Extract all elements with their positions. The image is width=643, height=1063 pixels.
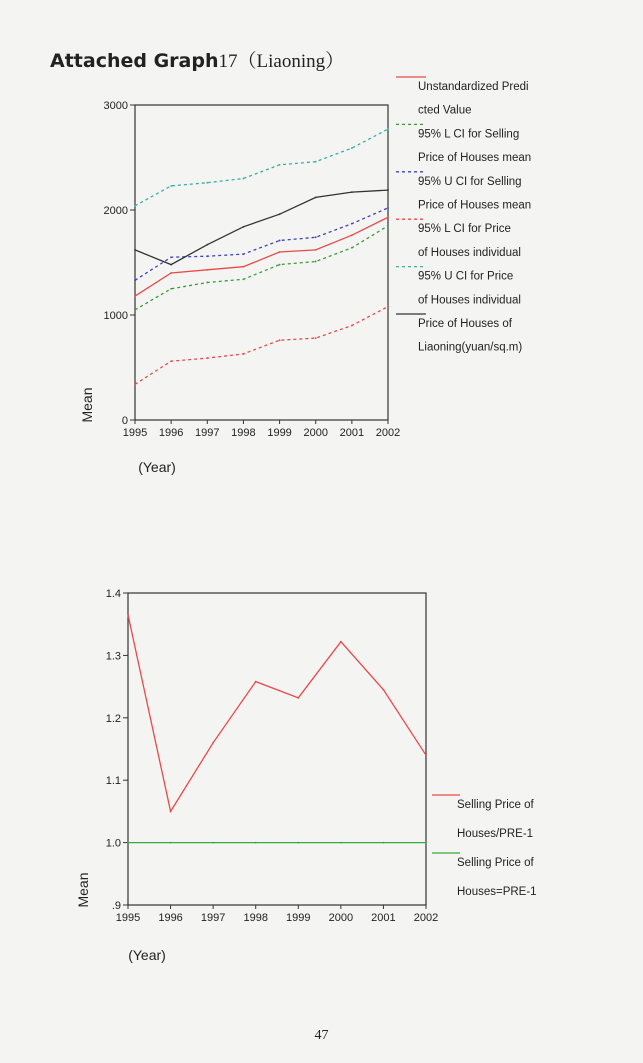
legend-label: of Houses individual <box>418 246 521 259</box>
data-point <box>279 213 281 215</box>
x-axis-label: (Year) <box>138 459 176 475</box>
data-point <box>387 306 389 308</box>
data-point <box>351 247 353 249</box>
page-title <box>50 46 344 73</box>
data-point <box>212 842 214 844</box>
data-point <box>170 360 172 362</box>
x-tick-label: 1999 <box>286 912 311 924</box>
data-point <box>134 279 136 281</box>
legend-label: Liaoning(yuan/sq.m) <box>418 341 523 354</box>
y-tick-label: 1.0 <box>105 837 121 850</box>
series-line-1 <box>128 615 426 812</box>
data-point <box>315 161 317 163</box>
x-tick-label: 1998 <box>231 427 256 439</box>
data-point <box>425 754 427 756</box>
legend-label: Price of Houses mean <box>418 199 532 212</box>
title-bold: Attached Graph <box>50 50 219 72</box>
data-point <box>425 842 427 844</box>
series-line-3 <box>135 208 388 280</box>
data-point <box>351 234 353 236</box>
data-point <box>134 309 136 311</box>
y-tick-label: .9 <box>111 900 121 912</box>
data-point <box>279 339 281 341</box>
legend-label: 95% L CI for Price <box>418 223 511 236</box>
data-point <box>351 325 353 327</box>
series-line-5 <box>135 129 388 206</box>
x-tick-label: 1997 <box>195 427 220 439</box>
plot-frame <box>128 593 426 905</box>
data-point <box>351 191 353 193</box>
data-point <box>255 681 257 683</box>
y-tick-label: 1.1 <box>105 775 121 788</box>
data-point <box>315 337 317 339</box>
data-point <box>297 697 299 699</box>
title-rest: 17（Liaoning） <box>218 51 345 72</box>
data-point <box>340 842 342 844</box>
data-point <box>134 249 136 251</box>
data-point <box>206 269 208 271</box>
data-point <box>127 614 129 616</box>
data-point <box>315 236 317 238</box>
data-point <box>206 357 208 359</box>
y-axis-label: Mean <box>75 872 91 908</box>
legend-label: 95% L CI for Selling <box>418 128 520 141</box>
data-point <box>279 264 281 266</box>
data-point <box>170 264 172 266</box>
y-tick-label: 1.3 <box>105 650 121 663</box>
x-tick-label: 2001 <box>339 427 365 439</box>
page-number: 47 <box>314 1028 329 1043</box>
plot-frame <box>135 105 388 420</box>
y-tick-label: 1000 <box>103 310 128 322</box>
data-point <box>351 147 353 149</box>
data-point <box>170 185 172 187</box>
data-point <box>170 272 172 274</box>
legend-label: Selling Price of <box>457 857 534 869</box>
data-point <box>383 842 385 844</box>
data-point <box>243 253 245 255</box>
legend-label: Price of Houses mean <box>418 152 532 165</box>
x-tick-label: 2000 <box>303 427 328 439</box>
data-point <box>315 249 317 251</box>
x-tick-label: 1999 <box>267 427 292 439</box>
x-tick-label: 1995 <box>122 427 148 439</box>
data-point <box>387 225 389 227</box>
data-point <box>206 182 208 184</box>
x-tick-label: 2001 <box>371 912 396 924</box>
chart-liaoning-house-prices <box>0 80 643 500</box>
x-tick-label: 2000 <box>328 912 354 924</box>
legend-label: Houses/PRE-1 <box>457 828 534 840</box>
x-tick-label: 2002 <box>413 912 439 924</box>
legend-label: of Houses individual <box>418 294 521 307</box>
x-tick-label: 1996 <box>158 912 183 924</box>
y-tick-label: 1.4 <box>105 588 121 600</box>
data-point <box>255 842 257 844</box>
data-point <box>383 689 385 691</box>
legend-label: 95% U CI for Price <box>418 270 514 283</box>
data-point <box>170 288 172 290</box>
data-point <box>206 282 208 284</box>
data-point <box>206 255 208 257</box>
y-axis-label: Mean <box>79 387 95 423</box>
data-point <box>387 216 389 218</box>
data-point <box>170 811 172 813</box>
y-tick-label: 1.2 <box>105 712 121 725</box>
data-point <box>279 164 281 166</box>
data-point <box>243 266 245 268</box>
legend-label: Price of Houses of <box>418 318 512 330</box>
data-point <box>212 742 214 744</box>
x-tick-label: 2002 <box>375 427 401 439</box>
legend-label: Unstandardized Predi <box>418 81 529 93</box>
data-point <box>387 189 389 191</box>
series-line-2 <box>135 226 388 310</box>
x-tick-label: 1995 <box>115 912 141 924</box>
series-line-6 <box>135 190 388 265</box>
data-point <box>243 178 245 180</box>
data-point <box>297 842 299 844</box>
series-line-4 <box>135 307 388 385</box>
x-tick-label: 1997 <box>200 912 226 924</box>
y-tick-label: 2000 <box>103 205 128 217</box>
data-point <box>170 256 172 258</box>
x-tick-label: 1996 <box>158 427 184 439</box>
data-point <box>134 295 136 297</box>
data-point <box>279 251 281 253</box>
data-point <box>134 205 136 207</box>
x-axis-label: (Year) <box>128 947 166 963</box>
data-point <box>351 223 353 225</box>
data-point <box>315 197 317 199</box>
data-point <box>340 641 342 643</box>
data-point <box>206 244 208 246</box>
data-point <box>243 353 245 355</box>
chart-selling-price-ratio <box>0 570 643 970</box>
data-point <box>279 240 281 242</box>
x-tick-label: 1998 <box>243 912 268 924</box>
legend-label: cted Value <box>418 104 472 117</box>
data-point <box>387 207 389 209</box>
data-point <box>134 383 136 385</box>
y-tick-label: 0 <box>121 415 128 427</box>
legend-label: Selling Price of <box>457 799 534 811</box>
data-point <box>387 128 389 130</box>
data-point <box>243 226 245 228</box>
data-point <box>170 842 172 844</box>
data-point <box>127 842 129 844</box>
data-point <box>243 278 245 280</box>
y-tick-label: 3000 <box>103 100 128 112</box>
legend-label: 95% U CI for Selling <box>418 175 522 188</box>
data-point <box>315 261 317 263</box>
legend-label: Houses=PRE-1 <box>457 886 537 898</box>
